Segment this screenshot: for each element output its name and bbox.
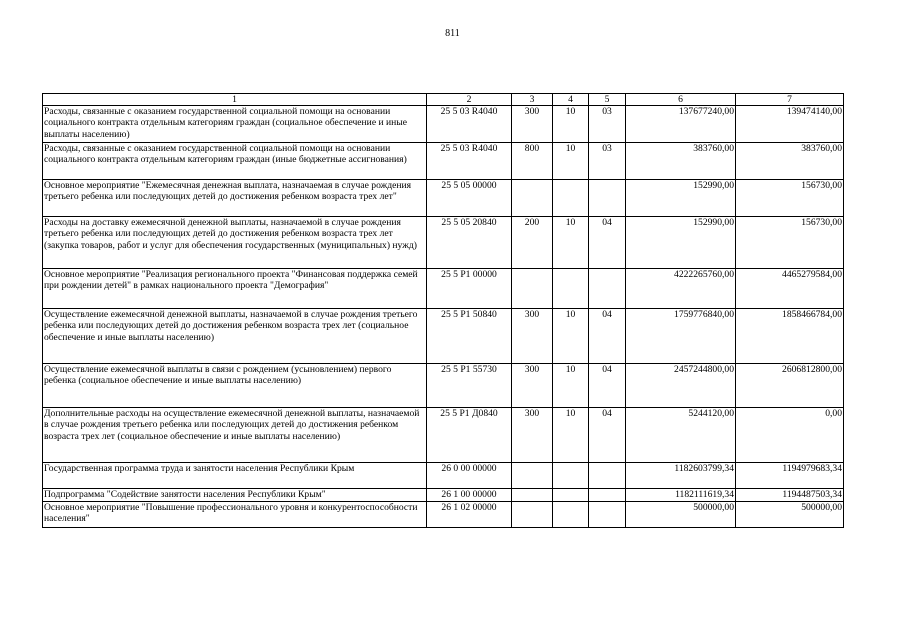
row-subsection: 03 (589, 106, 626, 143)
row-target-code: 26 0 00 00000 (427, 463, 512, 489)
row-subsection: 04 (589, 309, 626, 364)
row-amount-year1: 2457244800,00 (626, 364, 736, 408)
row-amount-year1: 4222265760,00 (626, 269, 736, 309)
row-section: 10 (553, 309, 589, 364)
header-col-6: 6 (626, 94, 736, 106)
row-amount-year2: 139474140,00 (736, 106, 844, 143)
row-subsection (589, 269, 626, 309)
row-target-code: 25 5 P1 55730 (427, 364, 512, 408)
row-expense-type (512, 180, 553, 217)
table-row (43, 143, 844, 180)
row-subsection: 03 (589, 143, 626, 180)
page-number: 811 (445, 28, 460, 39)
row-expense-type (512, 463, 553, 489)
row-expense-type (512, 502, 553, 528)
row-amount-year2: 0,00 (736, 408, 844, 463)
table-row (43, 408, 844, 463)
row-target-code: 26 1 02 00000 (427, 502, 512, 528)
row-expense-type (512, 269, 553, 309)
header-col-3: 3 (512, 94, 553, 106)
row-section: 10 (553, 408, 589, 463)
row-name: Дополнительные расходы на осуществление ежемесячной денежной выплаты, назначаемой в случае рождения третьего ребенка или последующих детей до достижения ребенком возраста трех лет (социальное обеспечение и иные выплаты населению) (43, 408, 427, 463)
row-amount-year2: 2606812800,00 (736, 364, 844, 408)
row-amount-year1: 152990,00 (626, 180, 736, 217)
row-expense-type: 300 (512, 309, 553, 364)
row-expense-type: 800 (512, 143, 553, 180)
row-name: Основное мероприятие "Ежемесячная денежная выплата, назначаемая в случае рождения третьего ребенка или последующих детей до достижения ребенком возраста трех лет" (43, 180, 427, 217)
table-row (43, 463, 844, 489)
row-name: Расходы, связанные с оказанием государственной социальной помощи на основании социального контракта отдельным категориям граждан (иные бюджетные ассигнования) (43, 143, 427, 180)
header-col-1: 1 (43, 94, 427, 106)
row-target-code: 25 5 03 R4040 (427, 106, 512, 143)
row-section (553, 502, 589, 528)
row-subsection: 04 (589, 408, 626, 463)
row-amount-year2: 156730,00 (736, 180, 844, 217)
row-amount-year2: 1194487503,34 (736, 489, 844, 502)
header-col-5: 5 (589, 94, 626, 106)
row-section: 10 (553, 364, 589, 408)
row-target-code: 25 5 P1 50840 (427, 309, 512, 364)
row-name: Государственная программа труда и занятости населения Республики Крым (43, 463, 427, 489)
row-expense-type: 300 (512, 106, 553, 143)
row-amount-year1: 137677240,00 (626, 106, 736, 143)
row-target-code: 25 5 05 20840 (427, 217, 512, 269)
row-target-code: 25 5 P1 Д0840 (427, 408, 512, 463)
row-amount-year1: 1182111619,34 (626, 489, 736, 502)
row-section (553, 180, 589, 217)
row-amount-year2: 156730,00 (736, 217, 844, 269)
header-col-4: 4 (553, 94, 589, 106)
row-name: Расходы, связанные с оказанием государственной социальной помощи на основании социального контракта отдельным категориям граждан (социальное обеспечение и иные выплаты населению) (43, 106, 427, 143)
table-row (43, 269, 844, 309)
row-expense-type: 200 (512, 217, 553, 269)
header-col-7: 7 (736, 94, 844, 106)
row-target-code: 25 5 03 R4040 (427, 143, 512, 180)
row-name: Расходы на доставку ежемесячной денежной выплаты, назначаемой в случае рождения третьего ребенка или последующих детей до достижения ребенком возраста трех лет (закупка товаров, работ и услуг для обеспечения государственных (муниципальных) нужд) (43, 217, 427, 269)
row-name: Осуществление ежемесячной денежной выплаты, назначаемой в случае рождения третьего ребенка или последующих детей до достижения ребенком возраста трех лет (социальное обеспечение и иные выплаты населению) (43, 309, 427, 364)
row-subsection (589, 489, 626, 502)
row-name: Подпрограмма "Содействие занятости населения Республики Крым" (43, 489, 427, 502)
header-col-2: 2 (427, 94, 512, 106)
header-row (43, 94, 844, 106)
row-name: Основное мероприятие "Реализация регионального проекта "Финансовая поддержка семей при рождении детей" в рамках национального проекта "Демография" (43, 269, 427, 309)
row-name: Осуществление ежемесячной выплаты в связи с рождением (усыновлением) первого ребенка (социальное обеспечение и иные выплаты населению) (43, 364, 427, 408)
table-row (43, 217, 844, 269)
row-subsection: 04 (589, 217, 626, 269)
row-section (553, 489, 589, 502)
table-row (43, 106, 844, 143)
row-section: 10 (553, 106, 589, 143)
row-amount-year2: 4465279584,00 (736, 269, 844, 309)
row-amount-year2: 383760,00 (736, 143, 844, 180)
row-section (553, 463, 589, 489)
row-amount-year2: 500000,00 (736, 502, 844, 528)
row-amount-year1: 500000,00 (626, 502, 736, 528)
row-subsection (589, 502, 626, 528)
row-subsection: 04 (589, 364, 626, 408)
table-row (43, 180, 844, 217)
row-target-code: 25 5 05 00000 (427, 180, 512, 217)
row-amount-year1: 152990,00 (626, 217, 736, 269)
row-subsection (589, 463, 626, 489)
table-row (43, 489, 844, 502)
row-expense-type: 300 (512, 408, 553, 463)
row-amount-year1: 1759776840,00 (626, 309, 736, 364)
row-amount-year2: 1194979683,34 (736, 463, 844, 489)
row-section (553, 269, 589, 309)
row-section: 10 (553, 217, 589, 269)
row-name: Основное мероприятие "Повышение профессионального уровня и конкурентоспособности населения" (43, 502, 427, 528)
table-row (43, 309, 844, 364)
row-amount-year1: 5244120,00 (626, 408, 736, 463)
row-amount-year1: 383760,00 (626, 143, 736, 180)
row-amount-year2: 1858466784,00 (736, 309, 844, 364)
row-expense-type: 300 (512, 364, 553, 408)
row-expense-type (512, 489, 553, 502)
row-amount-year1: 1182603799,34 (626, 463, 736, 489)
table-row (43, 502, 844, 528)
row-subsection (589, 180, 626, 217)
row-section: 10 (553, 143, 589, 180)
row-target-code: 26 1 00 00000 (427, 489, 512, 502)
row-target-code: 25 5 P1 00000 (427, 269, 512, 309)
budget-table (42, 93, 844, 528)
table-row (43, 364, 844, 408)
